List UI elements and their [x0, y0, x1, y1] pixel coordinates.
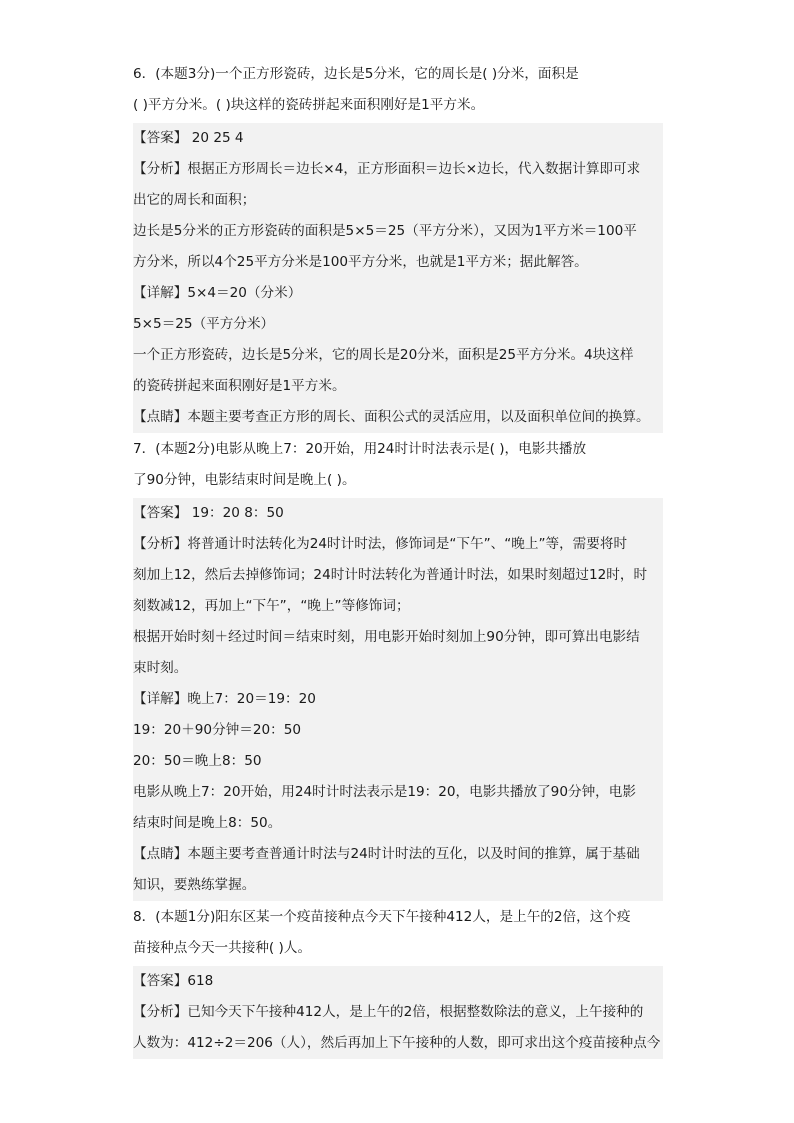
q6-analysis-line-1: 【分析】根据正方形周长＝边长×4，正方形面积＝边长×边长，代入数据计算即可求	[133, 154, 663, 185]
question-8-stem-line-2: 苗接种点今天一共接种( )人。	[133, 940, 312, 956]
question-8-stem-line-1: 8．(本题1分)阳东区某一个疫苗接种点今天下午接种412人，是上午的2倍，这个疫	[133, 909, 631, 925]
q8-analysis-line-1: 【分析】已知今天下午接种412人，是上午的2倍，根据整数除法的意义，上午接种的	[133, 997, 663, 1028]
question-6-stem-line-2: ( )平方分米。( )块这样的瓷砖拼起来面积刚好是1平方米。	[133, 97, 485, 113]
q7-analysis-line-1: 【分析】将普通计时法转化为24时计时法，修饰词是“下午”、“晚上”等，需要将时	[133, 529, 663, 560]
q6-analysis-line-4: 方分米，所以4个25平方分米是100平方分米，也就是1平方米；据此解答。	[133, 247, 663, 278]
question-6-stem-line-1: 6．(本题3分)一个正方形瓷砖，边长是5分米，它的周长是( )分米，面积是	[133, 66, 579, 82]
q7-answer: 【答案】 19：20 8：50	[133, 498, 663, 529]
q7-analysis-line-4: 根据开始时刻＋经过时间＝结束时刻，用电影开始时刻加上90分钟，即可算出电影结	[133, 622, 663, 653]
q7-detail-line-4: 电影从晚上7：20开始，用24时计时法表示是19：20，电影共播放了90分钟，电影	[133, 777, 663, 808]
q7-detail-line-2: 19：20＋90分钟＝20：50	[133, 715, 663, 746]
q6-detail-line-2: 5×5＝25（平方分米）	[133, 309, 663, 340]
q7-detail-line-1: 【详解】晚上7：20＝19：20	[133, 684, 663, 715]
q7-insight-line-2: 知识，要熟练掌握。	[133, 870, 663, 901]
q8-answer: 【答案】618	[133, 966, 663, 997]
q7-detail-line-5: 结束时间是晚上8：50。	[133, 808, 663, 839]
q6-answer: 【答案】 20 25 4	[133, 123, 663, 154]
q7-analysis-line-3: 刻数减12，再加上“下午”，“晚上”等修饰词；	[133, 591, 663, 622]
q7-detail-line-3: 20：50＝晚上8：50	[133, 746, 663, 777]
q6-detail-line-1: 【详解】5×4＝20（分米）	[133, 278, 663, 309]
q6-detail-line-3: 一个正方形瓷砖，边长是5分米，它的周长是20分米，面积是25平方分米。4块这样	[133, 340, 663, 371]
q8-analysis-line-2: 人数为：412÷2＝206（人），然后再加上下午接种的人数，即可求出这个疫苗接种点今	[133, 1028, 663, 1059]
q7-insight-line-1: 【点睛】本题主要考查普通计时法与24时计时法的互化，以及时间的推算，属于基础	[133, 839, 663, 870]
question-7-stem-line-1: 7．(本题2分)电影从晚上7：20开始，用24时计时法表示是( )，电影共播放	[133, 441, 587, 457]
q6-analysis-line-3: 边长是5分米的正方形瓷砖的面积是5×5＝25（平方分米），又因为1平方米＝100平	[133, 216, 663, 247]
q6-analysis-line-2: 出它的周长和面积；	[133, 185, 663, 216]
question-7-stem-line-2: 了90分钟，电影结束时间是晚上( )。	[133, 472, 356, 488]
q6-detail-line-4: 的瓷砖拼起来面积刚好是1平方米。	[133, 371, 663, 402]
q7-analysis-line-2: 刻加上12，然后去掉修饰词；24时计时法转化为普通计时法，如果时刻超过12时，时	[133, 560, 663, 591]
q6-insight: 【点睛】本题主要考查正方形的周长、面积公式的灵活应用，以及面积单位间的换算。	[133, 402, 663, 433]
q7-analysis-line-5: 束时刻。	[133, 653, 663, 684]
